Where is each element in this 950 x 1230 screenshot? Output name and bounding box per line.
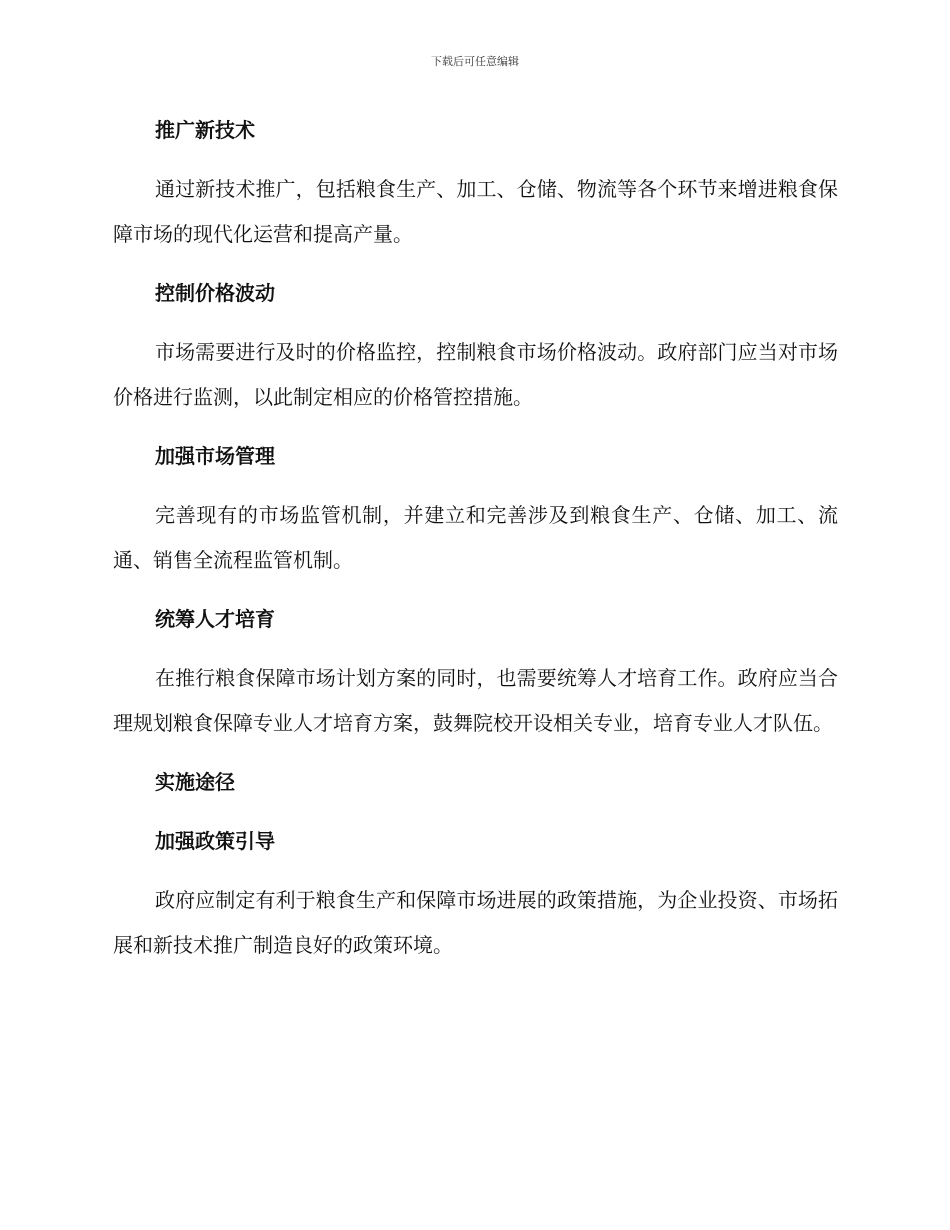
section-paragraph: 市场需要进行及时的价格监控，控制粮食市场价格波动。政府部门应当对市场价格进行监测，以此制定相应的价格管控措施。 <box>113 340 838 409</box>
section-heading: 推广新技术 <box>155 118 255 142</box>
section-heading: 统筹人才培育 <box>155 607 275 631</box>
section-paragraph: 政府应制定有利于粮食生产和保障市场进展的政策措施，为企业投资、市场拓展和新技术推广制造良好的政策环境。 <box>113 888 838 957</box>
section-paragraph: 完善现有的市场监管机制，并建立和完善涉及到粮食生产、仓储、加工、流通、销售全流程监管机制。 <box>113 503 838 572</box>
section-paragraph: 通过新技术推广，包括粮食生产、加工、仓储、物流等各个环节来增进粮食保障市场的现代化运营和提高产量。 <box>113 177 838 246</box>
section-heading: 实施途径 <box>155 770 235 794</box>
page-header-note: 下载后可任意编辑 <box>431 55 519 68</box>
section-paragraph: 在推行粮食保障市场计划方案的同时，也需要统筹人才培育工作。政府应当合理规划粮食保障专业人才培育方案，鼓舞院校开设相关专业，培育专业人才队伍。 <box>113 666 838 735</box>
document-body <box>113 108 838 982</box>
section-heading: 加强政策引导 <box>155 829 275 853</box>
section-heading: 加强市场管理 <box>155 444 275 468</box>
section-heading: 控制价格波动 <box>155 281 275 305</box>
